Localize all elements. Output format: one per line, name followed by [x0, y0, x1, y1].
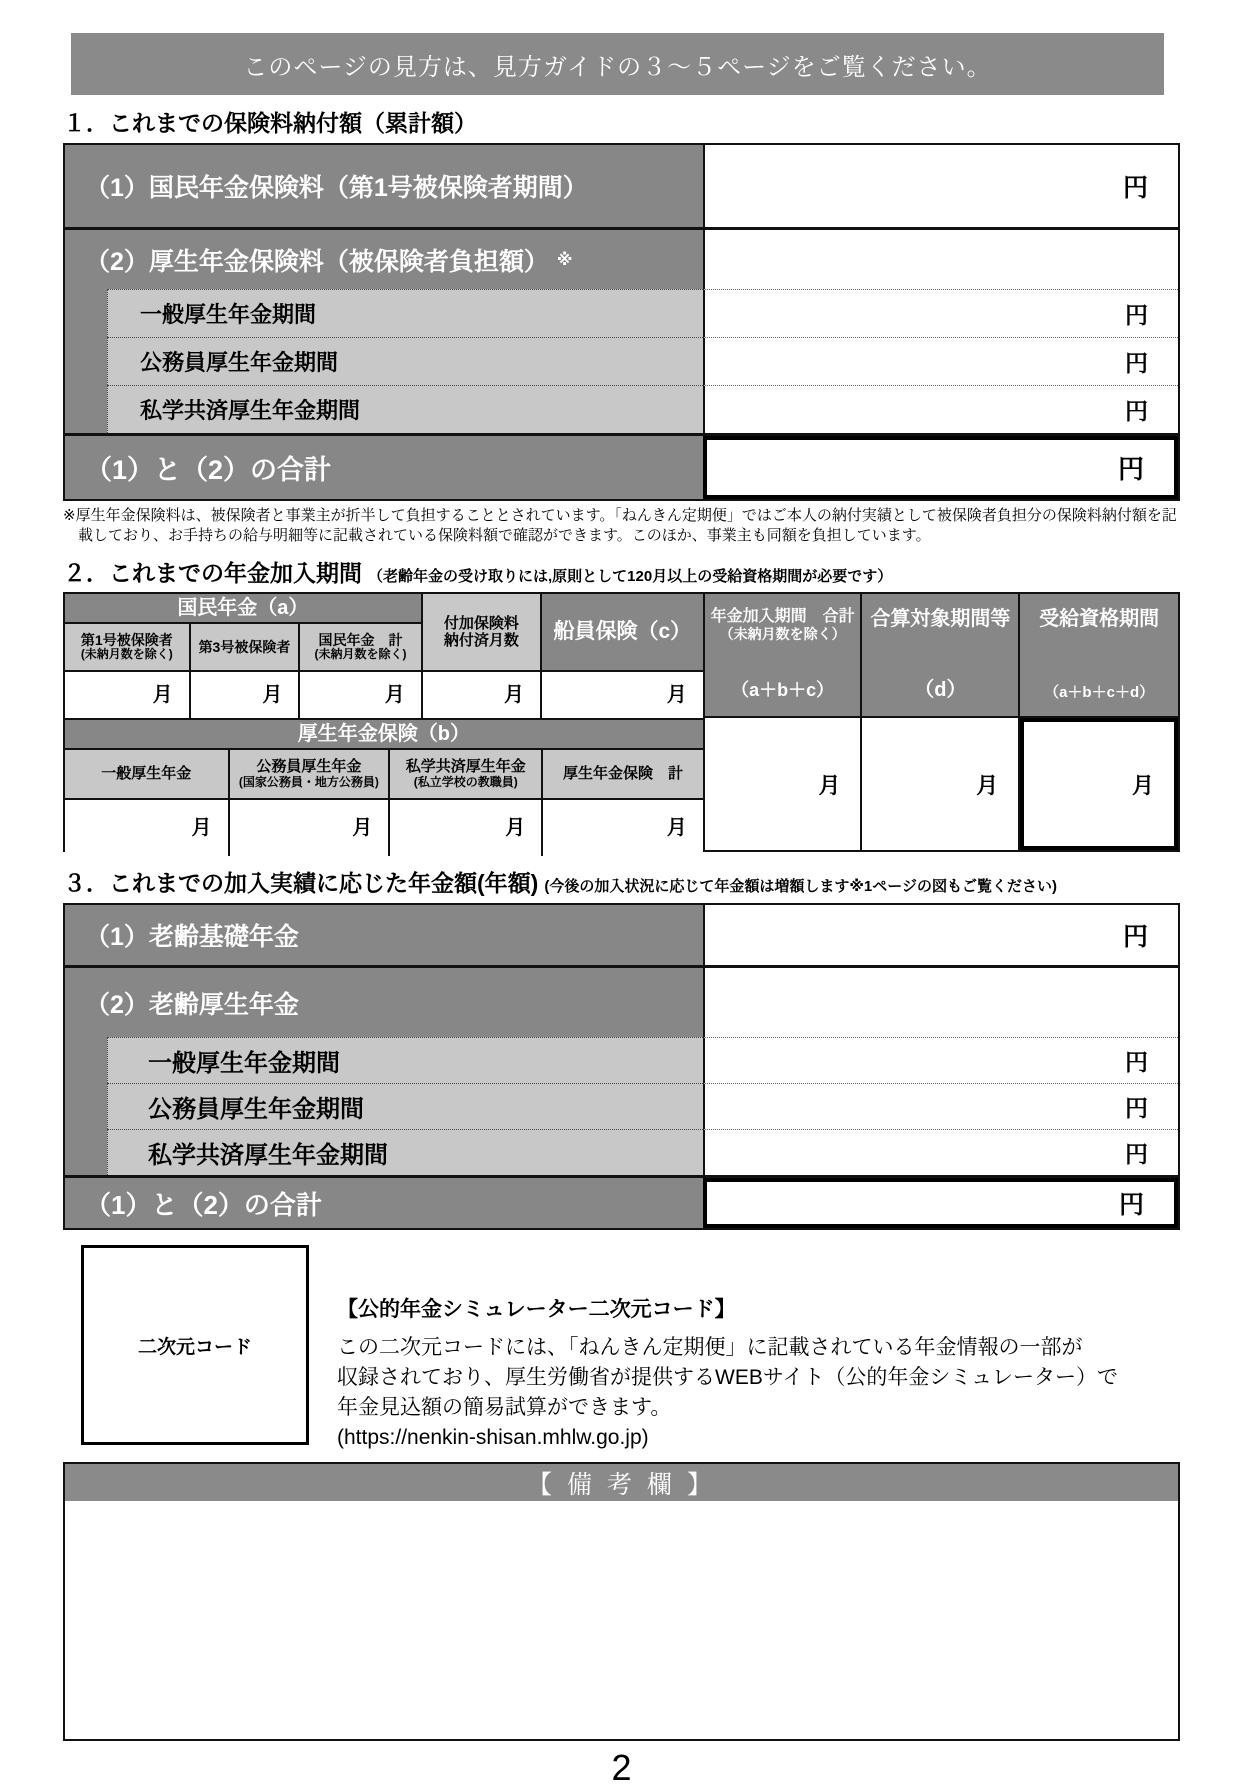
- qr-body-line: 収録されており、厚生労働省が提供するWEBサイト（公的年金シミュレーター）で: [337, 1366, 1118, 1390]
- yen-unit: 円: [1125, 1049, 1148, 1075]
- gassan-months-cell: [862, 718, 1018, 850]
- total-period-column: [705, 594, 863, 850]
- s1-row1-value-cell: [703, 145, 1178, 227]
- row-spine: [65, 337, 107, 385]
- s3-sub1-value-cell: [703, 1037, 1178, 1083]
- page-number: 2: [611, 1747, 632, 1789]
- table-row: [65, 1083, 1178, 1129]
- qr-body-line: 年金見込額の簡易試算ができます。: [337, 1396, 672, 1420]
- qr-heading: 【公的年金シミュレーター二次元コード】: [337, 1298, 736, 1321]
- table-row: [65, 1129, 1178, 1175]
- qr-description: [337, 1245, 1157, 1453]
- col-header-total-period: 年金加入期間 合計 （未納月数を除く） （a＋b＋c）: [705, 594, 861, 718]
- qr-body-line: この二次元コードには、「ねんきん定期便」に記載されている年金情報の一部が: [337, 1336, 1083, 1360]
- row-spine: [65, 1129, 107, 1175]
- col-header-dai3: 第3号被保険者: [191, 624, 301, 672]
- s1-total-label: （1）と（2）の合計: [65, 436, 703, 499]
- month-unit: 月: [384, 683, 405, 706]
- yen-unit: 円: [1125, 398, 1148, 424]
- col-header-gassan: 合算対象期間等 （d）: [862, 594, 1018, 718]
- s3-sub2-value-cell: [703, 1083, 1178, 1129]
- section1-title: １．これまでの保険料納付額（累計額）: [63, 110, 477, 136]
- row-spine: [65, 1083, 107, 1129]
- month-unit: 月: [1131, 772, 1154, 798]
- table-row: [65, 227, 1178, 289]
- gassan-column: [862, 594, 1020, 850]
- section3-subtitle: (今後の加入状況に応じて年金額は増額します※1ページの図もご覧ください): [544, 878, 1057, 895]
- yen-unit: 円: [1125, 1141, 1148, 1167]
- month-unit: 月: [666, 683, 687, 706]
- total-period-months-cell: [705, 718, 861, 850]
- s3-row2-value-cell: [703, 968, 1178, 1037]
- col-header-ippan: 一般厚生年金: [65, 750, 230, 800]
- premium-paid-table: [63, 143, 1180, 501]
- pension-amount-table: [63, 903, 1180, 1230]
- s3-row1-label: （1）老齢基礎年金: [65, 905, 703, 965]
- s3-row2-label: （2）老齢厚生年金: [65, 968, 703, 1037]
- month-unit: 月: [504, 683, 524, 706]
- s3-sub3-value-cell: [703, 1129, 1178, 1175]
- month-unit: 月: [262, 683, 283, 706]
- qr-section: [63, 1245, 1180, 1453]
- month-unit: 月: [818, 772, 841, 798]
- section3-title: ３．これまでの加入実績に応じた年金額(年額): [63, 870, 539, 896]
- s1-sub2-label: 公務員厚生年金期間: [107, 337, 703, 385]
- month-unit: 月: [976, 772, 999, 798]
- jukyu-column: [1020, 594, 1178, 850]
- remarks-header: 【 備 考 欄 】: [65, 1464, 1178, 1501]
- col-header-kokumin-kei: 国民年金 計 (未納月数を除く): [300, 624, 422, 672]
- section2-title: ２．これまでの年金加入期間: [63, 560, 362, 586]
- fuka-months-cell: [423, 672, 542, 718]
- month-unit: 月: [152, 683, 173, 706]
- banner-text: このページの見方は、見方ガイドの３〜５ページをご覧ください。: [243, 53, 992, 81]
- row-spine: [65, 289, 107, 337]
- s1-footnote: ※厚生年金保険料は、被保険者と事業主が折半して負担することとされています。「ねんきん定期便」ではご本人の納付実績として被保険者負担分の保険料納付額を記載しており、お手持ちの給与明細等に記載されている保険料額で確認ができます。このほか、事業主も同額を負担しています。: [63, 507, 1177, 544]
- enrollment-period-table: [63, 592, 1180, 852]
- yen-unit: 円: [1118, 1191, 1144, 1219]
- s3-sub1-label: 一般厚生年金期間: [107, 1037, 703, 1083]
- month-unit: 月: [505, 816, 526, 839]
- ippan-months-cell: [65, 800, 230, 856]
- table-row: [65, 145, 1178, 227]
- table-row: [65, 905, 1178, 965]
- col-header-kosei-kei: 厚生年金保険 計: [543, 750, 702, 800]
- national-pension-group-header: 国民年金（a）: [65, 594, 423, 624]
- kosei-group-header: 厚生年金保険（b）: [65, 720, 703, 750]
- s3-sub2-label: 公務員厚生年金期間: [107, 1083, 703, 1129]
- s1-row2-label: （2）厚生年金保険料（被保険者負担額） ※: [65, 230, 703, 289]
- table-row-total: [65, 1175, 1178, 1228]
- yen-unit: 円: [1122, 174, 1148, 202]
- table-row: [65, 337, 1178, 385]
- s1-sub1-label: 一般厚生年金期間: [107, 289, 703, 337]
- s1-sub3-label: 私学共済厚生年金期間: [107, 385, 703, 433]
- remarks-box: [63, 1462, 1180, 1741]
- col-header-dai1: 第1号被保険者 (未納月数を除く): [65, 624, 191, 672]
- table-row-total: [65, 433, 1178, 499]
- kosei-kei-months-cell: [543, 800, 702, 856]
- row-spine: [65, 1037, 107, 1083]
- s1-row2-value-cell: [703, 230, 1178, 289]
- yen-unit: 円: [1125, 302, 1148, 328]
- jukyu-months-cell: [1020, 718, 1178, 850]
- table-row: [65, 289, 1178, 337]
- col-header-seamen: 船員保険（c）: [542, 594, 703, 672]
- row-spine: [65, 385, 107, 433]
- yen-unit: 円: [1125, 1095, 1148, 1121]
- s1-sub1-value-cell: [703, 289, 1178, 337]
- col-header-komuin: 公務員厚生年金 (国家公務員・地方公務員): [230, 750, 391, 800]
- qr-url: (https://nenkin-shisan.mhlw.go.jp): [337, 1426, 649, 1450]
- qr-code-placeholder: [81, 1245, 309, 1445]
- page-guide-banner: [71, 33, 1164, 95]
- qr-box-label: 二次元コード: [137, 1336, 252, 1358]
- col-header-shigaku: 私学共済厚生年金 (私立学校の教職員): [390, 750, 543, 800]
- s3-total-label: （1）と（2）の合計: [65, 1178, 703, 1228]
- s1-row1-label: （1）国民年金保険料（第1号被保険者期間）: [65, 145, 703, 227]
- s3-total-value-cell: [703, 1178, 1178, 1228]
- seamen-months-cell: [542, 672, 703, 718]
- month-unit: 月: [191, 816, 212, 839]
- remarks-body: [65, 1501, 1178, 1739]
- s3-sub3-label: 私学共済厚生年金期間: [107, 1129, 703, 1175]
- yen-unit: 円: [1122, 923, 1148, 951]
- s1-total-value-cell: [703, 436, 1178, 499]
- dai3-months-cell: [191, 672, 301, 718]
- yen-unit: 円: [1125, 350, 1148, 376]
- s1-sub2-value-cell: [703, 337, 1178, 385]
- table-row: [65, 965, 1178, 1037]
- komuin-months-cell: [230, 800, 391, 856]
- kokumin-kei-months-cell: [300, 672, 422, 718]
- footnote-mark: ※: [556, 251, 573, 269]
- table-row: [65, 1037, 1178, 1083]
- yen-unit: 円: [1117, 454, 1144, 484]
- col-header-jukyu: 受給資格期間 （a＋b＋c＋d）: [1020, 594, 1178, 718]
- table-row: [65, 385, 1178, 433]
- col-header-fuka: 付加保険料 納付済月数: [423, 594, 542, 672]
- s1-sub3-value-cell: [703, 385, 1178, 433]
- month-unit: 月: [352, 816, 373, 839]
- s3-row1-value-cell: [703, 905, 1178, 965]
- section2-subtitle: （老齢年金の受け取りには,原則として120月以上の受給資格期間が必要です）: [368, 568, 893, 585]
- month-unit: 月: [666, 816, 687, 839]
- shigaku-months-cell: [390, 800, 543, 856]
- page-content: [63, 105, 1180, 1789]
- dai1-months-cell: [65, 672, 191, 718]
